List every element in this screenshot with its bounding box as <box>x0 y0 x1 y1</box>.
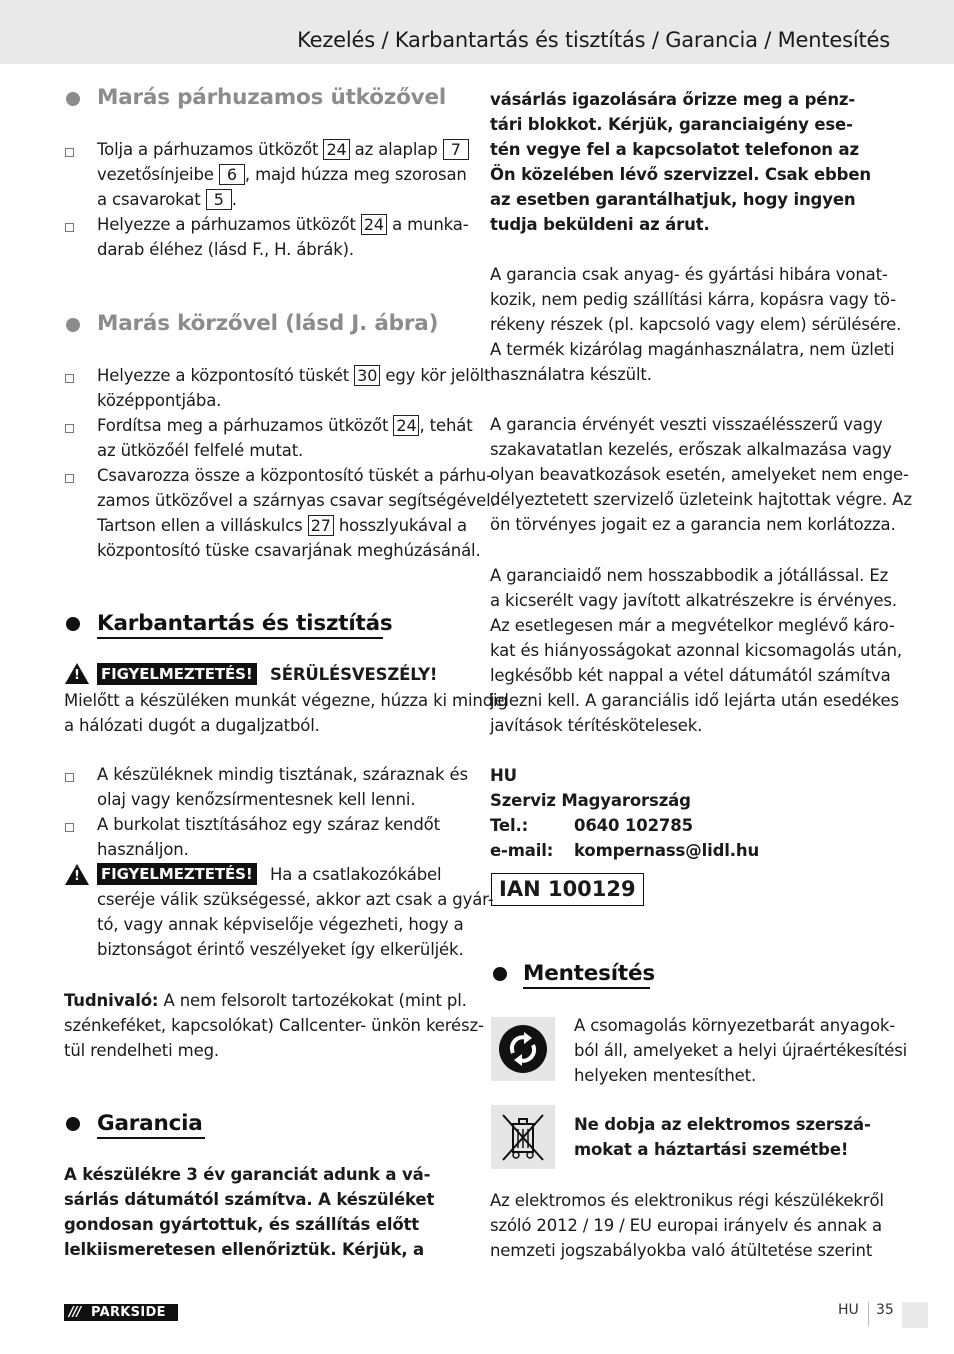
list-bullet <box>65 773 74 782</box>
section-title-warranty: Garancia <box>97 1111 203 1136</box>
list-bullet <box>65 148 74 157</box>
section-bullet <box>66 617 80 631</box>
list-item: A készüléknek mindig tisztának, száraznak és olaj vagy kenőzsírmentesnek kell lenni. <box>97 765 468 809</box>
page-header-title: Kezelés / Karbantartás és tisztítás / Garancia / Mentesítés <box>297 28 890 52</box>
list-item: Helyezze a központosító tüskét 30 egy kör jelölt középpontjába. <box>97 366 491 410</box>
paragraph: Mielőtt a készüléken munkát végezne, húzza ki mindig a hálózati dugót a dugaljzatból. <box>64 691 508 735</box>
warning-text: SÉRÜLÉSVESZÉLY! <box>270 665 438 684</box>
paragraph: Az elektromos és elektronikus régi készülékekről szóló 2012 / 19 / EU europai irányelv és annak a nemzeti jogszabályokba való átültetése szerint <box>490 1191 884 1260</box>
list-bullet <box>65 374 74 383</box>
list-item: Helyezze a párhuzamos ütközőt 24 a munka- darab éléhez (lásd F., H. ábrák). <box>97 215 469 259</box>
warranty-bold-paragraph: vásárlás igazolására őrizze meg a pénz- tári blokkot. Kérjük, garanciaigény ese- tén vegye fel a kapcsolatot telefonon az Ön közelében lévő szervizzel. Csak ebben az esetben garantálhatjuk, hogy ingyen tudja beküldeni az árut. <box>490 90 871 234</box>
list-item: A burkolat tisztításához egy száraz kendőt használjon. <box>97 815 440 859</box>
footer-language: HU <box>838 1302 859 1318</box>
list-bullet <box>65 474 74 483</box>
service-email-label: e-mail: <box>490 841 554 860</box>
section-underline <box>97 1137 205 1139</box>
paragraph: A garanciaidő nem hosszabbodik a jótállással. Ez a kicserélt vagy javított alkatrészekre is érvényes. Az esetlegesen már a megvételkor meglévő káro- kat és hiányosságokat azonnal kicsomagolás után, legkésőbb két nappal a vétel dátumától számítva jelezni kell. A garanciális idő lejárta után esedékes javítások térítéskötelesek. <box>490 566 902 735</box>
footer-tab <box>902 1302 928 1328</box>
paragraph: A csomagolás környezetbarát anyagok- ból áll, amelyeket a helyi újraértékesítési helyeken mentesíthet. <box>574 1016 908 1085</box>
section-bullet <box>66 1117 80 1131</box>
section-underline <box>97 637 383 639</box>
list-item: Fordítsa meg a párhuzamos ütközőt 24 , tehát az ütközőél felfelé mutat. <box>97 416 473 460</box>
crossed-bin-icon <box>491 1105 555 1169</box>
list-item: Tolja a párhuzamos ütközőt 24 az alaplap 7 vezetősínjeibe 6 , majd húzza meg szorosan a csavarokat 5 . <box>97 137 469 212</box>
list-item: Csavarozza össze a központosító tüskét a párhu- zamos ütközővel a szárnyas csavar segítségével. Tartson ellen a villáskulcs 27 hosszlyukával a központosító tüske csavarjának meghúzásánál. <box>97 466 496 560</box>
warning-text: Ha a csatlakozókábel <box>270 865 442 884</box>
section-bullet <box>66 318 80 332</box>
service-tel-label: Tel.: <box>490 816 529 835</box>
page-number: 35 <box>876 1302 894 1318</box>
parkside-logo: /// PARKSIDE <box>64 1304 178 1321</box>
recycling-icon <box>491 1017 555 1081</box>
section-title-maintenance: Karbantartás és tisztítás <box>97 611 393 636</box>
warning-label: FIGYELMEZTETÉS! <box>97 863 257 885</box>
warning-text: cseréje válik szükségessé, akkor azt csak a gyár- tó, vagy annak képviselője végezheti, hogy a biztonságot érintő veszélyeket így elkerüljék. <box>97 890 494 959</box>
warranty-bold-paragraph: A készülékre 3 év garanciát adunk a vá- sárlás dátumától számítva. A készüléket gondosan gyártottuk, és szállítás előtt lelkiismeretesen ellenőriztük. Kérjük, a <box>64 1165 435 1259</box>
disposal-warning: Ne dobja az elektromos szerszá- mokat a háztartási szemétbe! <box>574 1115 871 1159</box>
section-bullet <box>493 967 507 981</box>
warning-icon-mark: ! <box>74 668 80 683</box>
service-email: kompernass@lidl.hu <box>574 841 760 860</box>
list-bullet <box>65 823 74 832</box>
section-title-parallel-fence: Marás párhuzamos ütközővel <box>97 85 447 110</box>
warning-label: FIGYELMEZTETÉS! <box>97 663 257 685</box>
section-title-compass-routing: Marás körzővel (lásd J. ábra) <box>97 311 439 336</box>
service-country: HU <box>490 766 517 785</box>
list-bullet <box>65 223 74 232</box>
paragraph: A garancia csak anyag- és gyártási hibára vonat- kozik, nem pedig szállítási kárra, kopásra vagy tö- rékeny részek (pl. kapcsoló vagy elem) sérülésére. A termék kizárólag magánhasználatra, nem üzleti használatra készült. <box>490 265 902 384</box>
section-bullet <box>66 92 80 106</box>
section-underline <box>523 987 650 989</box>
service-name: Szerviz Magyarország <box>490 791 691 810</box>
note-paragraph: Tudnivaló: A nem felsorolt tartozékokat (mint pl. szénkeféket, kapcsolókat) Callcenter- ünkön kerész- tül rendelheti meg. <box>64 991 484 1060</box>
paragraph: A garancia érvényét veszti visszaélésszerű vagy szakavatatlan kezelés, erőszak alkalmazása vagy olyan beavatkozások esetén, amelyeket nem enge- délyeztetett szervizelő üzleteink hajtottak végre. Az ön törvényes jogait ez a garancia nem korlátozza. <box>490 415 912 534</box>
warning-icon-mark: ! <box>74 869 80 884</box>
list-bullet <box>65 424 74 433</box>
brand-name: PARKSIDE <box>91 1305 166 1320</box>
service-tel: 0640 102785 <box>574 816 693 835</box>
section-title-disposal: Mentesítés <box>523 961 655 986</box>
ian-number: IAN 100129 <box>491 873 644 906</box>
footer-divider <box>868 1302 869 1326</box>
